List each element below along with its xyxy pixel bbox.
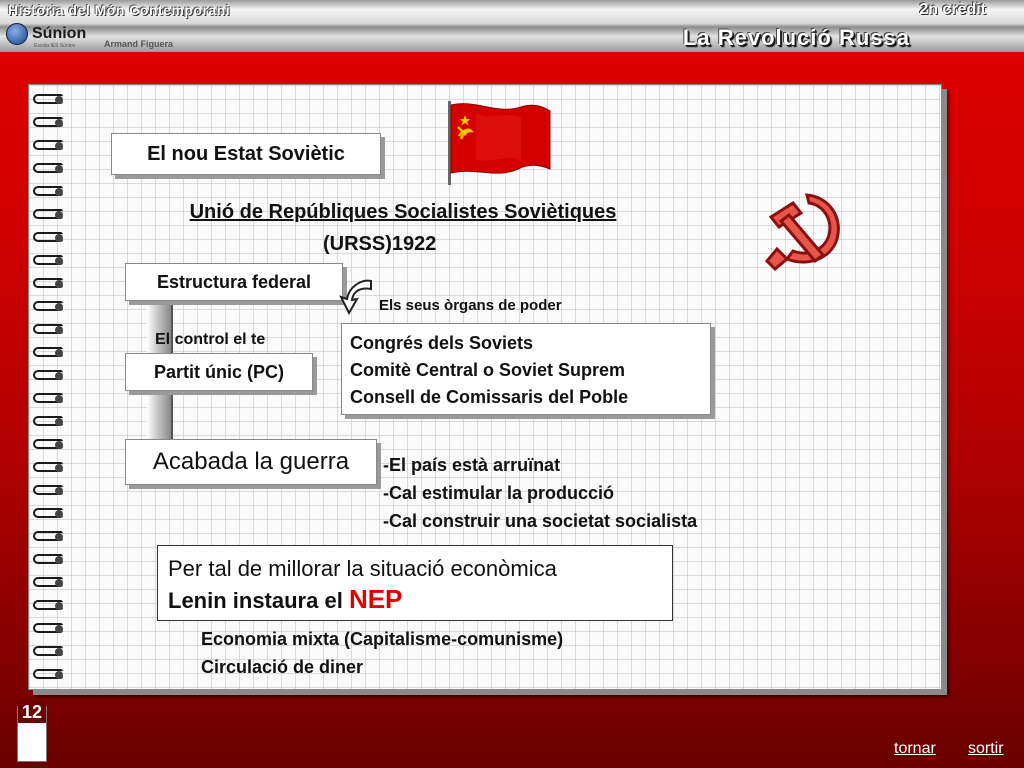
exit-link[interactable]: sortir — [968, 740, 1004, 757]
logo-text: Súnion — [32, 25, 87, 42]
binding-ring — [33, 668, 67, 680]
organ-item: Congrés dels Soviets — [350, 333, 534, 353]
war-points — [383, 451, 697, 535]
nep-prefix: Lenin instaura el — [168, 588, 349, 613]
page-number: 12 — [18, 701, 46, 723]
hammer-sickle-icon — [763, 189, 849, 273]
organ-item: Consell de Comissaris del Poble — [350, 387, 629, 407]
war-point: -El país està arruïnat — [383, 455, 561, 475]
binding-ring — [33, 185, 67, 197]
nep-intro: Per tal de millorar la situació econòmica — [168, 556, 557, 581]
section-title-soviet-state: El nou Estat Soviètic — [111, 133, 381, 175]
binding-ring — [33, 507, 67, 519]
binding-ring — [33, 300, 67, 312]
soviet-flag-icon — [446, 101, 554, 185]
course-title: Història del Món Contemporani — [8, 2, 231, 18]
globe-icon — [6, 23, 28, 45]
top-banner — [0, 0, 1024, 52]
power-organs-box — [341, 323, 711, 415]
binding-ring — [33, 645, 67, 657]
binding-ring — [33, 369, 67, 381]
spiral-binding — [33, 87, 69, 687]
binding-ring — [33, 139, 67, 151]
binding-ring — [33, 438, 67, 450]
binding-ring — [33, 323, 67, 335]
back-link[interactable]: tornar — [894, 740, 936, 757]
notebook-page — [28, 84, 942, 690]
logo-subtitle: Escola IES Súnion — [34, 43, 76, 49]
binding-ring — [33, 461, 67, 473]
federal-structure-box: Estructura federal — [125, 263, 343, 301]
organ-item: Comitè Central o Soviet Suprem — [350, 360, 626, 380]
page-number-tab — [17, 702, 47, 762]
control-label: El control el te — [155, 331, 266, 348]
binding-ring — [33, 392, 67, 404]
binding-ring — [33, 346, 67, 358]
binding-ring — [33, 576, 67, 588]
binding-ring — [33, 116, 67, 128]
single-party-box: Partit únic (PC) — [125, 353, 313, 391]
binding-ring — [33, 553, 67, 565]
economy-point: Economia mixta (Capitalisme-comunisme) — [201, 629, 564, 649]
nep-box — [157, 545, 673, 621]
binding-ring — [33, 622, 67, 634]
binding-ring — [33, 277, 67, 289]
war-ended-box: Acabada la guerra — [125, 439, 377, 485]
author-name: Armand Figuera — [104, 39, 174, 49]
binding-ring — [33, 415, 67, 427]
economy-points — [201, 625, 563, 681]
urss-year: (URSS)1922 — [323, 233, 437, 255]
nep-statement — [168, 584, 662, 616]
war-point: -Cal estimular la producció — [383, 483, 615, 503]
binding-ring — [33, 254, 67, 266]
urss-title: Unió de Repúbliques Socialistes Soviètiques — [189, 201, 617, 223]
war-point: -Cal construir una societat socialista — [383, 511, 698, 531]
organs-label: Els seus òrgans de poder — [379, 297, 562, 314]
binding-ring — [33, 530, 67, 542]
binding-ring — [33, 208, 67, 220]
binding-ring — [33, 162, 67, 174]
sunion-logo — [6, 23, 87, 49]
economy-point: Circulació de diner — [201, 657, 364, 677]
curved-arrow-icon — [333, 277, 377, 317]
binding-ring — [33, 484, 67, 496]
binding-ring — [33, 93, 67, 105]
credit-label: 2n crèdit — [919, 1, 986, 18]
unit-title: La Revolució Russa — [682, 25, 910, 50]
binding-ring — [33, 231, 67, 243]
binding-ring — [33, 599, 67, 611]
nep-acronym: NEP — [348, 584, 403, 614]
